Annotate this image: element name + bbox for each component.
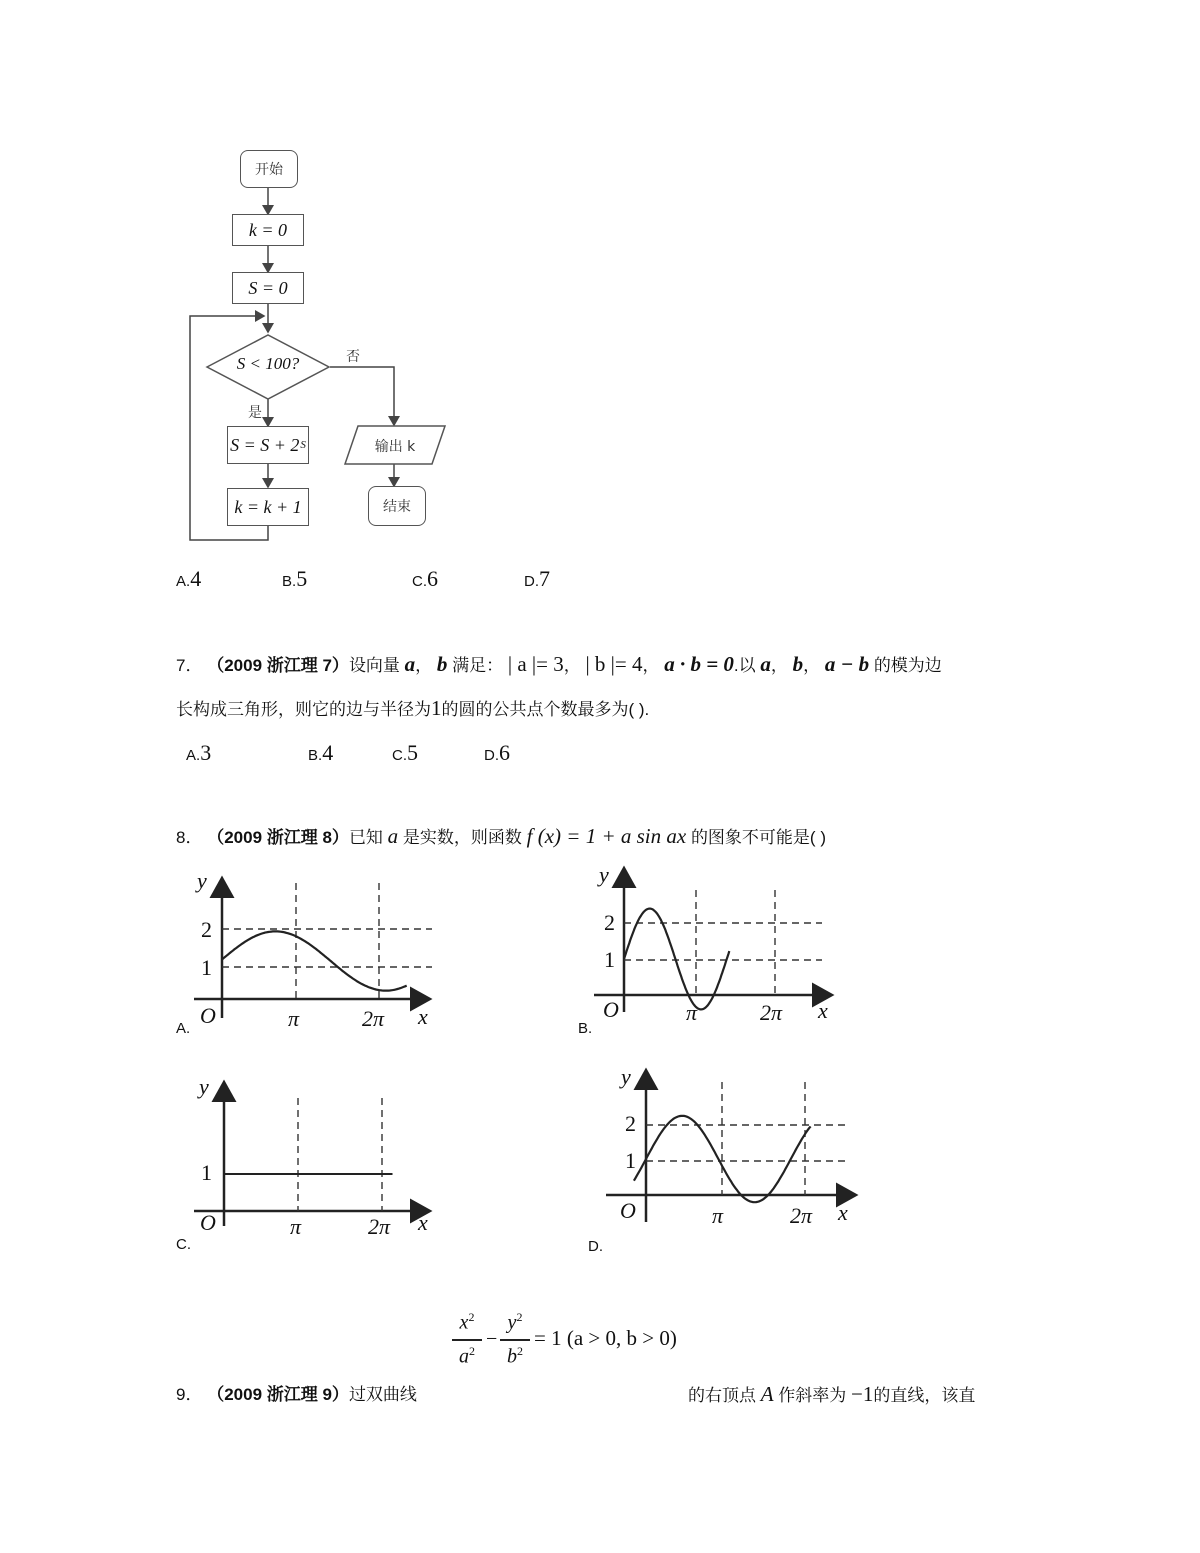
graph-d xyxy=(606,1064,866,1234)
q7-option-a xyxy=(186,740,211,766)
init-k-label: k = 0 xyxy=(248,219,288,240)
q7-comma: ， xyxy=(563,656,581,675)
x-label: x xyxy=(418,1004,428,1029)
origin-label: O xyxy=(620,1198,636,1223)
fraction-bar xyxy=(452,1339,482,1341)
graph-b xyxy=(594,862,844,1022)
q7-text: 满足： xyxy=(452,656,504,675)
q8-line xyxy=(176,826,826,847)
q7-option-c xyxy=(392,740,418,766)
option-value: 4 xyxy=(190,566,202,591)
q7-number: 7． xyxy=(176,656,203,675)
update-s-label: S = S + 2 xyxy=(230,434,300,455)
graph-label-a: A. xyxy=(176,1020,191,1037)
var-a: a xyxy=(459,1345,469,1368)
minus-sign: − xyxy=(486,1328,498,1350)
graph-a xyxy=(194,868,444,1038)
init-s-node xyxy=(232,272,304,304)
vector-a-minus-b: a − b xyxy=(824,652,870,676)
y-label: y xyxy=(599,862,609,887)
q9-suffix xyxy=(688,1384,975,1405)
abs-a: | a |= 3 xyxy=(507,652,564,676)
x-label: x xyxy=(818,998,828,1023)
q7-option-b xyxy=(308,740,333,766)
update-k-node xyxy=(227,488,309,526)
var-b: b xyxy=(507,1345,517,1368)
tick-2: 2 xyxy=(201,917,212,942)
condition-label: S < 100? xyxy=(236,354,300,373)
option-letter: A. xyxy=(176,573,191,590)
tick-1: 1 xyxy=(201,955,212,980)
tick-2: 2 xyxy=(604,910,615,935)
q7-comma: ， xyxy=(415,656,433,675)
var-x: x xyxy=(459,1311,469,1334)
option-value: 7 xyxy=(539,566,550,591)
q6-option-a xyxy=(176,566,201,592)
graph-label-d: D. xyxy=(588,1238,603,1255)
q9-source: （2009 浙江理 9） xyxy=(207,1385,349,1404)
fraction-bar xyxy=(500,1339,530,1341)
equation-tail: = 1 (a > 0, b > 0) xyxy=(534,1326,677,1350)
origin-label: O xyxy=(603,997,619,1022)
x-label: x xyxy=(838,1200,848,1225)
q9-text: 的直线，该直 xyxy=(873,1386,976,1405)
update-k-label: k = k + 1 xyxy=(234,496,302,517)
tick-2: 2 xyxy=(625,1111,636,1136)
option-value: 6 xyxy=(499,740,510,765)
q8-source: （2009 浙江理 8） xyxy=(207,828,349,847)
update-s-exponent: S xyxy=(300,439,306,451)
init-s-label: S = 0 xyxy=(248,277,288,298)
option-letter: D. xyxy=(484,747,499,764)
q8-text: 已知 xyxy=(348,828,383,847)
y-label: y xyxy=(621,1064,631,1089)
option-letter: B. xyxy=(282,573,297,590)
q6-option-b xyxy=(282,566,307,592)
q7-text: 的圆的公共点个数最多为( ). xyxy=(441,700,650,719)
option-letter: A. xyxy=(186,747,201,764)
tick-2pi: 2π xyxy=(362,1006,385,1031)
vector-b: b xyxy=(436,652,448,676)
tick-2pi: 2π xyxy=(790,1203,813,1228)
q7-comma: ， xyxy=(770,656,788,675)
q9-number: 9． xyxy=(176,1385,203,1404)
fraction-2-denominator: $b^2$ xyxy=(507,1344,523,1368)
vector-a: a xyxy=(404,652,416,676)
q7-comma: ， xyxy=(803,656,821,675)
tick-pi: π xyxy=(686,1000,698,1025)
radius-value: 1 xyxy=(431,696,442,720)
q9-text: 的右顶点 xyxy=(688,1386,756,1405)
option-value: 3 xyxy=(200,740,212,765)
tick-2pi: 2π xyxy=(760,1000,783,1025)
tick-2pi: 2π xyxy=(368,1214,391,1239)
q9-text: 过双曲线 xyxy=(348,1385,417,1404)
no-label: 否 xyxy=(346,349,360,365)
q8-text: 是实数，则函数 xyxy=(402,828,522,847)
dot-product: a · b = 0 xyxy=(664,652,734,676)
vector-b: b xyxy=(792,652,804,676)
q7-option-d xyxy=(484,740,510,766)
var-y: y xyxy=(507,1311,517,1334)
tick-pi: π xyxy=(288,1006,300,1031)
q7-line-2 xyxy=(176,698,649,719)
vector-a: a xyxy=(760,652,771,676)
flowchart-connectors xyxy=(180,140,470,560)
option-letter: B. xyxy=(308,747,323,764)
option-value: 5 xyxy=(407,740,418,765)
graph-label-b: B. xyxy=(578,1020,593,1037)
tick-1: 1 xyxy=(625,1148,636,1173)
slope-value: −1 xyxy=(851,1382,874,1406)
graph-label-c: C. xyxy=(176,1236,191,1253)
q8-number: 8． xyxy=(176,828,203,847)
x-label: x xyxy=(418,1210,428,1235)
fraction-1-denominator: $a^2$ xyxy=(459,1344,475,1368)
start-node xyxy=(240,150,298,188)
end-node xyxy=(368,486,426,526)
variable-a: a xyxy=(387,824,399,848)
end-label: 结束 xyxy=(383,499,411,515)
q7-text: 的模为边 xyxy=(873,656,942,675)
tick-1: 1 xyxy=(604,947,615,972)
q8-text: 的图象不可能是( ) xyxy=(690,828,826,847)
q9-text: 作斜率为 xyxy=(778,1386,847,1405)
function-expression: f (x) = 1 + a sin ax xyxy=(526,824,687,848)
q7-comma: ， xyxy=(642,656,660,675)
start-label: 开始 xyxy=(255,162,283,178)
tick-1: 1 xyxy=(201,1160,212,1185)
y-label: y xyxy=(197,868,207,893)
output-label: 输出 k xyxy=(374,439,416,455)
origin-label: O xyxy=(200,1003,216,1028)
option-value: 6 xyxy=(427,566,438,591)
abs-b: | b |= 4 xyxy=(585,652,643,676)
option-value: 4 xyxy=(322,740,334,765)
y-label: y xyxy=(199,1074,209,1099)
vertex-a: A xyxy=(760,1382,774,1406)
q7-text: .以 xyxy=(733,656,756,675)
q7-line-1 xyxy=(176,654,942,675)
tick-pi: π xyxy=(712,1203,724,1228)
origin-label: O xyxy=(200,1210,216,1235)
fraction-1-numerator: $x^2$ xyxy=(459,1310,475,1334)
update-s-node xyxy=(227,426,309,464)
yes-label: 是 xyxy=(248,405,262,421)
q9-prefix xyxy=(176,1386,417,1403)
q7-text: 设向量 xyxy=(348,656,400,675)
option-letter: C. xyxy=(412,573,427,590)
option-value: 5 xyxy=(296,566,308,591)
option-letter: C. xyxy=(392,747,407,764)
fraction-2-numerator: $y^2$ xyxy=(507,1310,523,1334)
q6-option-c xyxy=(412,566,438,592)
q7-source: （2009 浙江理 7） xyxy=(207,656,349,675)
option-letter: D. xyxy=(524,573,539,590)
tick-pi: π xyxy=(290,1214,302,1239)
q7-text: 长构成三角形，则它的边与半径为 xyxy=(176,700,431,719)
init-k-node xyxy=(232,214,304,246)
graph-c xyxy=(194,1074,444,1234)
q6-option-d xyxy=(524,566,550,592)
